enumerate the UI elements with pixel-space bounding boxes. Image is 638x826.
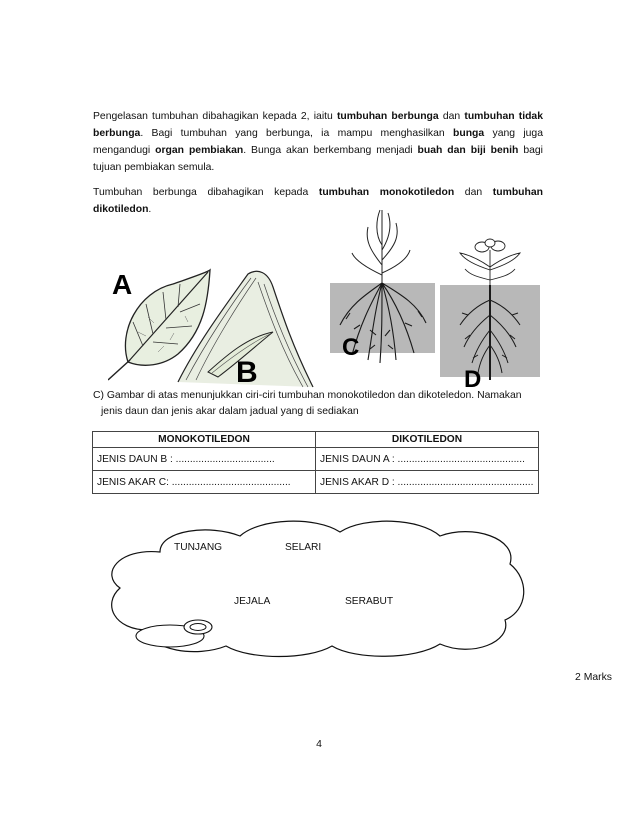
- term-monocot: tumbuhan monokotiledon: [318, 187, 455, 198]
- word-bank-cloud: [100, 512, 530, 660]
- header-dicot: DIKOTILEDON: [316, 432, 539, 448]
- term-reproductive-organ: organ pembiakan: [155, 145, 244, 156]
- term-fruit-seed: buah dan biji benih: [417, 145, 519, 156]
- page-number: 4: [316, 739, 322, 750]
- label-d: D: [464, 366, 482, 390]
- term-flowering: tumbuhan berbunga: [336, 111, 439, 122]
- classification-paragraph: Tumbuhan berbunga dibahagikan kepada tumbuhan monokotiledon dan tumbuhan dikotiledon.: [93, 187, 543, 215]
- answer-table: [92, 431, 539, 494]
- answer-root-c[interactable]: JENIS AKAR C: ..........................................: [93, 471, 316, 494]
- table-row: [93, 471, 539, 494]
- answer-leaf-b[interactable]: JENIS DAUN B : ...................................: [93, 448, 316, 471]
- label-a: A: [112, 269, 133, 300]
- term-non-flowering: tumbuhan tidak berbunga: [93, 111, 543, 139]
- header-monocot: MONOKOTILEDON: [93, 432, 316, 448]
- dicot-shoot: [460, 239, 520, 285]
- monocot-root-illustration: [330, 205, 435, 375]
- intro-paragraph: Pengelasan tumbuhan dibahagikan kepada 2, iaitu tumbuhan berbunga dan tumbuhan tidak berbunga. Bagi tumbuhan yang berbunga, ia mampu menghasilkan bunga yang juga mengandugi organ pembiakan. Bunga akan berkembang menjadi buah dan biji benih bagi tujuan pembiakan semula.: [93, 111, 543, 173]
- table-header-row: [93, 432, 539, 448]
- label-b: B: [236, 356, 258, 389]
- label-c: C: [342, 334, 360, 361]
- answer-root-d[interactable]: JENIS AKAR D : ................................................: [316, 471, 539, 494]
- word-selari: SELARI: [285, 542, 322, 553]
- marks-label: 2 Marks: [575, 672, 612, 683]
- word-jejala: JEJALA: [234, 596, 271, 607]
- word-serabut: SERABUT: [345, 596, 394, 607]
- question-instruction: C) Gambar di atas menunjukkan ciri-ciri tumbuhan monokotiledon dan dikoteledon. Namakan jenis daun dan jenis akar dalam jadual yang di sediakan: [93, 390, 522, 417]
- monocot-shoot: [352, 210, 410, 283]
- dicot-root-illustration: [440, 235, 540, 390]
- answer-leaf-a[interactable]: JENIS DAUN A : .............................................: [316, 448, 539, 471]
- table-row: [93, 448, 539, 471]
- term-flower: bunga: [453, 128, 485, 139]
- word-tunjang: TUNJANG: [174, 542, 223, 553]
- term-dicot: tumbuhan dikotiledon: [93, 187, 543, 215]
- leaf-illustration: [108, 262, 328, 390]
